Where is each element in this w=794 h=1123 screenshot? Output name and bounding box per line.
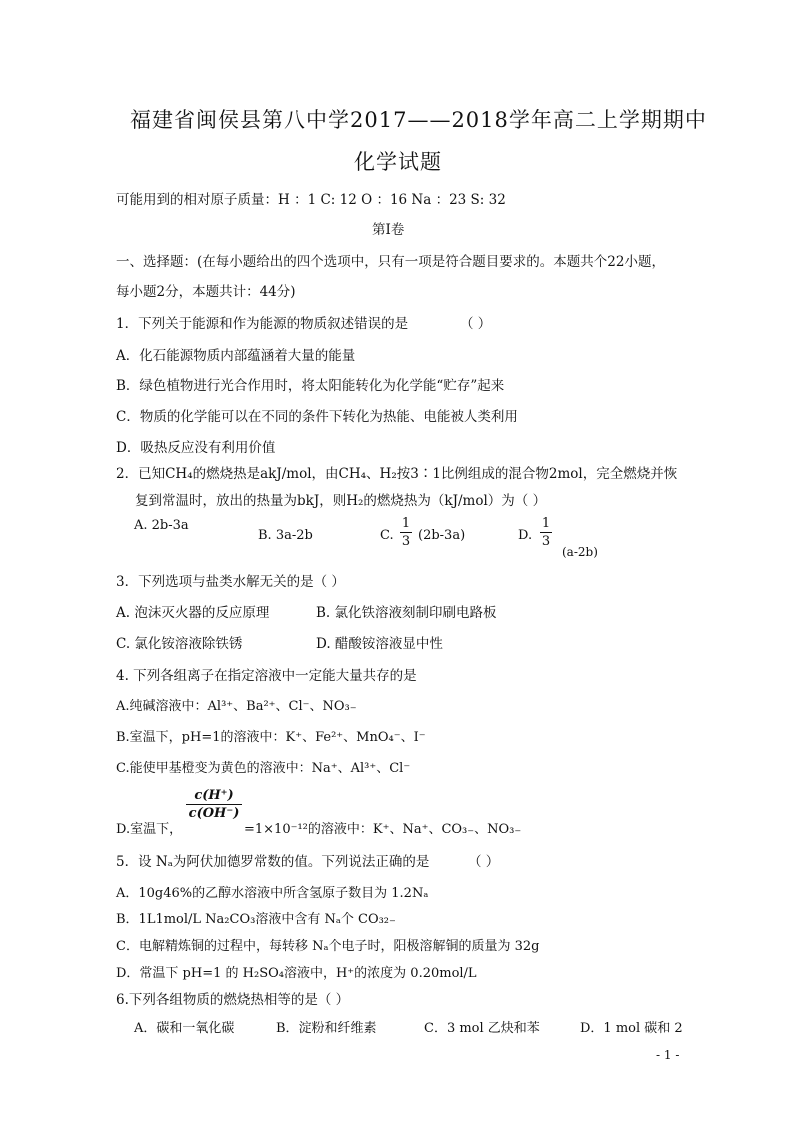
q1-option-b: B．绿色植物进行光合作用时，将太阳能转化为化学能“贮存”起来 bbox=[116, 378, 505, 394]
q4-option-d-denominator: c(OH⁻) bbox=[188, 806, 240, 821]
q2-option-d-fraction bbox=[540, 516, 552, 549]
document-title: 福建省闽侯县第八中学2017——2018学年高二上学期期中 bbox=[130, 108, 707, 132]
q1-stem: 1．下列关于能源和作为能源的物质叙述错误的是 bbox=[116, 316, 409, 332]
page-number: - 1 - bbox=[656, 1048, 680, 1062]
q5-option-a: A．10g46%的乙醇水溶液中所含氢原子数目为 1.2Nₐ bbox=[116, 886, 429, 901]
q2-option-c-denominator: 3 bbox=[401, 534, 411, 549]
q4-stem: 4. 下列各组离子在指定溶液中一定能大量共存的是 bbox=[116, 668, 417, 684]
q5-option-b: B．1L1mol/L Na₂CO₃溶液中含有 Nₐ个 CO₃₂₋ bbox=[116, 912, 396, 927]
section1-instructions-line1: 一、选择题：(在每小题给出的四个选项中，只有一项是符合题目要求的。本题共个22小题， bbox=[116, 254, 665, 270]
q3-option-a: A. 泡沫灭火器的反应原理 bbox=[116, 605, 270, 621]
q2-stem-line1: 2．已知CH₄的燃烧热是akJ/mol，由CH₄、H₂按3∶1比例组成的混合物2mol，完全燃烧并恢 bbox=[116, 466, 678, 482]
fraction-bar bbox=[540, 532, 552, 533]
q2-option-b: B. 3a-2b bbox=[258, 528, 313, 543]
q2-option-c-expression: (2b-3a) bbox=[418, 528, 466, 543]
q4-option-d-prefix: D.室温下， bbox=[116, 822, 183, 837]
q2-option-a: A. 2b-3a bbox=[134, 518, 189, 533]
atomic-mass-line: 可能用到的相对原子质量：H ：1 C: 12 O ：16 Na ：23 S: 32 bbox=[116, 192, 506, 208]
q3-option-b: B. 氯化铁溶液刻制印刷电路板 bbox=[316, 605, 497, 621]
q2-stem-line2: 复到常温时，放出的热量为bkJ，则H₂的燃烧热为（kJ/mol）为（ ） bbox=[135, 493, 547, 509]
q4-option-d-fraction bbox=[186, 788, 242, 821]
q4-option-c: C.能使甲基橙变为黄色的溶液中：Na⁺、Al³⁺、Cl⁻ bbox=[116, 761, 411, 776]
document-subtitle: 化学试题 bbox=[354, 150, 442, 174]
q5-stem: 5．设 Nₐ为阿伏加德罗常数的值。下列说法正确的是 bbox=[116, 854, 430, 870]
q1-answer-paren: （ ） bbox=[460, 316, 492, 332]
q2-option-d-denominator: 3 bbox=[541, 534, 551, 549]
q4-option-a: A.纯碱溶液中：Al³⁺、Ba²⁺、Cl⁻、NO₃₋ bbox=[116, 699, 357, 714]
q6-option-c: C．3 mol 乙炔和苯 bbox=[424, 1021, 540, 1036]
q4-option-d-suffix: =1×10⁻¹²的溶液中：K⁺、Na⁺、CO₃₋、NO₃₋ bbox=[244, 822, 522, 837]
q6-option-d: D．1 mol 碳和 2 bbox=[580, 1021, 683, 1036]
q4-option-b: B.室温下，pH=1的溶液中：K⁺、Fe²⁺、MnO₄⁻、I⁻ bbox=[116, 730, 426, 745]
q2-option-c-fraction bbox=[400, 516, 412, 549]
q1-option-c: C．物质的化学能可以在不同的条件下转化为热能、电能被人类利用 bbox=[116, 409, 518, 425]
q1-option-d: D．吸热反应没有利用价值 bbox=[116, 440, 276, 456]
fraction-bar bbox=[400, 532, 412, 533]
q2-option-c-label: C. bbox=[380, 528, 394, 543]
q6-stem: 6.下列各组物质的燃烧热相等的是（ ） bbox=[116, 992, 350, 1008]
q6-option-b: B．淀粉和纤维素 bbox=[276, 1021, 377, 1036]
q3-option-d: D. 醋酸铵溶液显中性 bbox=[316, 636, 443, 652]
q3-option-c: C. 氯化铵溶液除铁锈 bbox=[116, 636, 243, 652]
q6-option-a: A．碳和一氧化碳 bbox=[134, 1021, 235, 1036]
section1-instructions-line2: 每小题2分，本题共计：44分) bbox=[116, 284, 296, 300]
q4-option-d-numerator: c(H⁺) bbox=[194, 788, 234, 803]
q2-option-d-expression: (a-2b) bbox=[562, 545, 598, 559]
q3-stem: 3．下列选项与盐类水解无关的是（ ） bbox=[116, 574, 345, 590]
q2-option-c-numerator: 1 bbox=[401, 516, 411, 531]
q1-option-a: A．化石能源物质内部蕴涵着大量的能量 bbox=[116, 348, 356, 364]
fraction-bar bbox=[186, 804, 242, 805]
q5-option-c: C．电解精炼铜的过程中，每转移 Nₐ个电子时，阳极溶解铜的质量为 32g bbox=[116, 939, 540, 954]
q2-option-d-label: D. bbox=[518, 528, 533, 543]
q2-option-d-numerator: 1 bbox=[541, 516, 551, 531]
q5-answer-paren: （ ） bbox=[468, 854, 500, 870]
part-heading: 第Ⅰ卷 bbox=[372, 222, 405, 238]
q5-option-d: D．常温下 pH=1 的 H₂SO₄溶液中，H⁺的浓度为 0.20mol/L bbox=[116, 966, 477, 981]
